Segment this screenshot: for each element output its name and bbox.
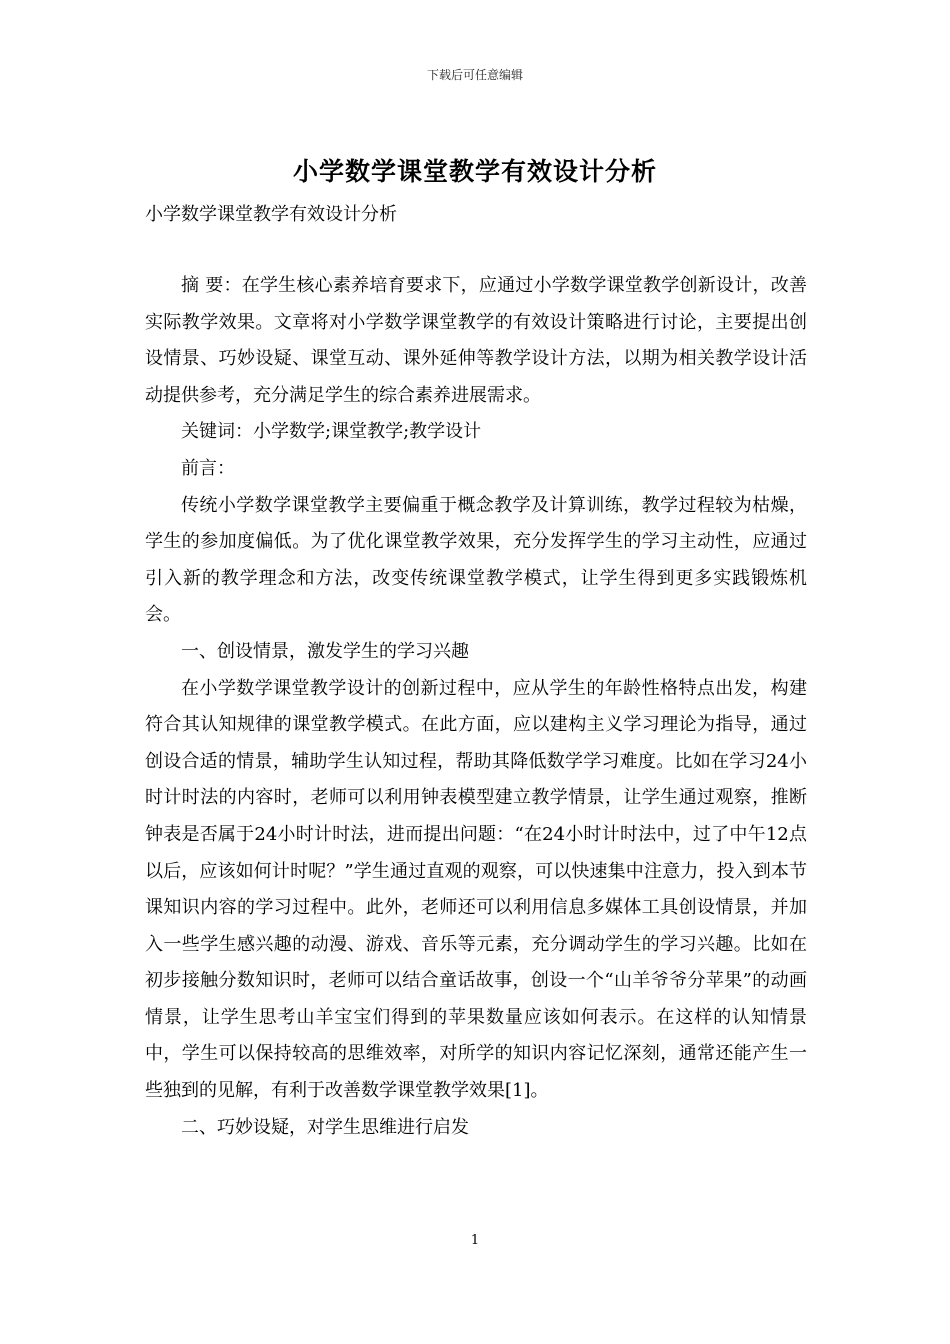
preface-heading: 前言： <box>181 457 235 479</box>
preface-paragraph: 传统小学数学课堂教学主要偏重于概念教学及计算训练，教学过程较为枯燥，学生的参加度偏低。为了优化课堂教学效果，充分发挥学生的学习主动性，应通过引入新的教学理念和方法，改变传统课堂教学模式，让学生得到更多实践锻炼机会。 <box>145 494 807 626</box>
document-body <box>145 268 807 1146</box>
section-heading-1: 一、创设情景，激发学生的学习兴趣 <box>181 640 469 662</box>
document-title: 小学数学课堂教学有效设计分析 <box>292 157 657 186</box>
abstract-paragraph: 摘 要：在学生核心素养培育要求下，应通过小学数学课堂教学创新设计，改善实际教学效果。文章将对小学数学课堂教学的有效设计策略进行讨论，主要提出创设情景、巧妙设疑、课堂互动、课外延伸等教学设计方法，以期为相关教学设计活动提供参考，充分满足学生的综合素养进展需求。 <box>145 275 807 406</box>
section-1-paragraph: 在小学数学课堂教学设计的创新过程中，应从学生的年龄性格特点出发，构建符合其认知规律的课堂教学模式。在此方面，应以建构主义学习理论为指导，通过创设合适的情景，辅助学生认知过程，帮助其降低数学学习难度。比如在学习24小时计时法的内容时，老师可以利用钟表模型建立教学情景，让学生通过观察，推断钟表是否属于24小时计时法，进而提出问题：“在24小时计时法中，过了中午12点以后，应该如何计时呢？”学生通过直观的观察，可以快速集中注意力，投入到本节课知识内容的学习过程中。此外，老师还可以利用信息多媒体工具创设情景，并加入一些学生感兴趣的动漫、游戏、音乐等元素，充分调动学生的学习兴趣。比如在初步接触分数知识时，老师可以结合童话故事，创设一个“山羊爷爷分苹果”的动画情景，让学生思考山羊宝宝们得到的苹果数量应该如何表示。在这样的认知情景中，学生可以保持较高的思维效率，对所学的知识内容记忆深刻，通常还能产生一些独到的见解，有利于改善数学课堂教学效果[1]。 <box>145 677 807 1102</box>
keywords-paragraph: 关键词：小学数学;课堂教学;教学设计 <box>181 421 482 443</box>
section-heading-2: 二、巧妙设疑，对学生思维进行启发 <box>181 1116 469 1138</box>
document-subtitle: 小学数学课堂教学有效设计分析 <box>145 204 397 225</box>
page-number: 1 <box>470 1233 480 1248</box>
header-note: 下载后可任意编辑 <box>426 68 523 82</box>
